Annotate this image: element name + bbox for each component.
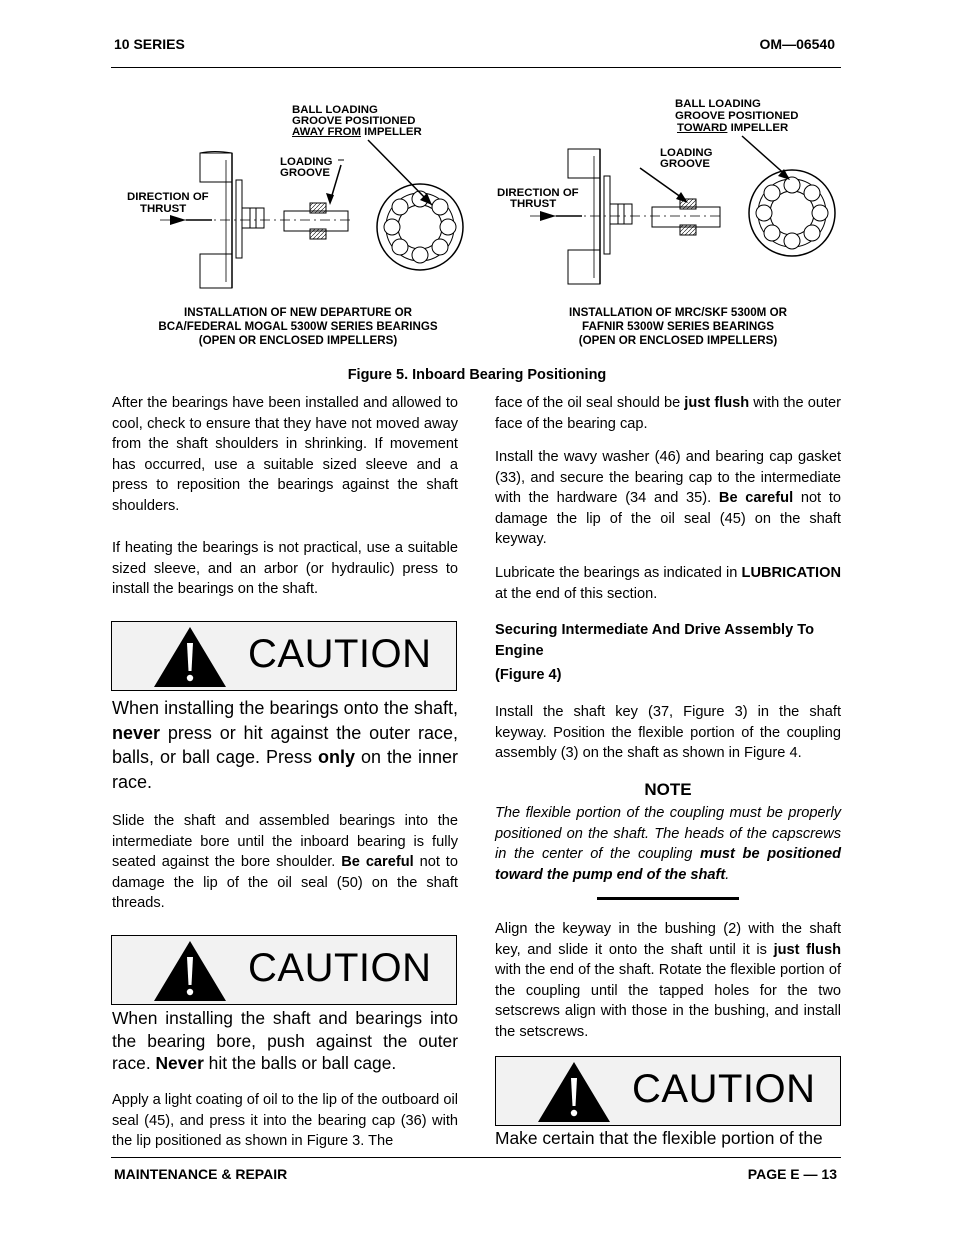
caution-label: CAUTION	[248, 632, 432, 676]
right-caption-3: (OPEN OR ENCLOSED IMPELLERS)	[578, 334, 778, 347]
right-callout-line3: TOWARD IMPELLER	[677, 122, 789, 134]
caution-label: CAUTION	[632, 1067, 816, 1111]
warning-triangle-icon	[536, 1060, 612, 1124]
left-callout-line2: GROOVE POSITIONED	[292, 115, 416, 127]
right-callout-line2: GROOVE POSITIONED	[675, 110, 799, 122]
header-doc-number: OM—06540	[759, 36, 835, 52]
right-para-2: Install the wavy washer (46) and bearing cap gasket (33), and secure the bearing cap to the intermediate with the hardware (34 and 35). Be careful not to damage the lip of the oil seal (45) on the shaft keyway.	[495, 449, 841, 548]
caution-2-text: When installing the shaft and bearings into the bearing bore, push against the outer race. Never hit the balls or ball cage.	[112, 1008, 458, 1073]
right-callout-line1: BALL LOADING	[675, 98, 761, 110]
right-para-1: face of the oil seal should be just flush with the outer face of the bearing cap.	[495, 395, 841, 432]
right-caption-1: INSTALLATION OF MRC/SKF 5300M OR	[569, 306, 787, 319]
left-para-2: If heating the bearings is not practical, use a suitable sized sleeve, and an arbor (or hydraulic) press to install the bearings on the shaft.	[112, 540, 458, 598]
section-heading-ref: (Figure 4)	[495, 667, 562, 683]
caution-3-text: Make certain that the flexible portion of the	[495, 1128, 823, 1148]
caution-box-2	[111, 935, 457, 1005]
right-loading-groove-1: LOADING	[660, 147, 713, 159]
left-caption-2: BCA/FEDERAL MOGAL 5300W SERIES BEARINGS	[158, 320, 438, 333]
left-callout-line3: AWAY FROM IMPELLER	[292, 126, 422, 138]
note-body: The flexible portion of the coupling must be properly positioned on the shaft. The heads of the capscrews in the center of the coupling must be positioned toward the pump end of the shaft.	[495, 805, 841, 883]
left-direction-of: DIRECTION OF	[127, 191, 209, 203]
section-heading: Securing Intermediate And Drive Assembly To Engine	[495, 622, 814, 659]
right-thrust: THRUST	[510, 198, 557, 210]
left-thrust: THRUST	[140, 203, 187, 215]
left-caption-1: INSTALLATION OF NEW DEPARTURE OR	[184, 306, 412, 319]
left-para-3: Slide the shaft and assembled bearings into the intermediate bore until the inboard bearing is fully seated against the bore shoulder. Be careful not to damage the lip of the oil seal (50) on the shaft threads.	[112, 813, 458, 912]
note-title: NOTE	[644, 780, 692, 799]
figure-5	[0, 0, 954, 360]
figure-caption: Figure 5. Inboard Bearing Positioning	[347, 367, 607, 383]
left-para-4: Apply a light coating of oil to the lip of the outboard oil seal (45), and press it into the bearing cap (36) with the lip positioned as shown in Figure 3. The	[112, 1092, 458, 1150]
right-para-5: Align the keyway in the bushing (2) with the shaft key, and slide it onto the shaft until it is just flush with the end of the shaft. Rotate the flexible portion of the coupling until the tapped holes for the two setscrews align with those in the bushing, and install the setscrews.	[495, 921, 841, 1040]
caution-label: CAUTION	[248, 946, 432, 990]
footer-section: MAINTENANCE & REPAIR	[114, 1166, 288, 1182]
left-loading-groove-1: LOADING	[280, 156, 333, 168]
warning-triangle-icon	[152, 625, 228, 689]
left-para-1: After the bearings have been installed and allowed to cool, check to ensure that they have not moved away from the shaft shoulders in shrinking. If movement has occurred, use a suitable sized sleeve and a press to reposition the bearings against the shaft shoulders.	[112, 395, 458, 514]
left-callout-line1: BALL LOADING	[292, 104, 378, 116]
left-caption-3: (OPEN OR ENCLOSED IMPELLERS)	[198, 334, 398, 347]
footer-rule	[111, 1157, 841, 1158]
left-loading-groove-2: GROOVE	[280, 167, 331, 179]
header-series: 10 SERIES	[114, 36, 185, 52]
left-bearing-race	[326, 140, 463, 270]
note-divider	[597, 897, 739, 900]
right-para-4: Install the shaft key (37, Figure 3) in the shaft keyway. Position the flexible portion of the coupling assembly (3) on the shaft as shown in Figure 4.	[495, 704, 841, 762]
footer-page-number: PAGE E — 13	[747, 1166, 837, 1182]
right-para-3: Lubricate the bearings as indicated in LUBRICATION at the end of this section.	[495, 565, 841, 602]
right-caption-2: FAFNIR 5300W SERIES BEARINGS	[582, 320, 774, 333]
warning-triangle-icon	[152, 939, 228, 1003]
caution-box-1	[111, 621, 457, 691]
right-direction-of: DIRECTION OF	[497, 187, 579, 199]
right-loading-groove-2: GROOVE	[660, 158, 711, 170]
caution-1-text: When installing the bearings onto the shaft, never press or hit against the outer race, balls, or ball cage. Press only on the inner race.	[112, 698, 459, 792]
caution-box-3	[495, 1056, 841, 1126]
